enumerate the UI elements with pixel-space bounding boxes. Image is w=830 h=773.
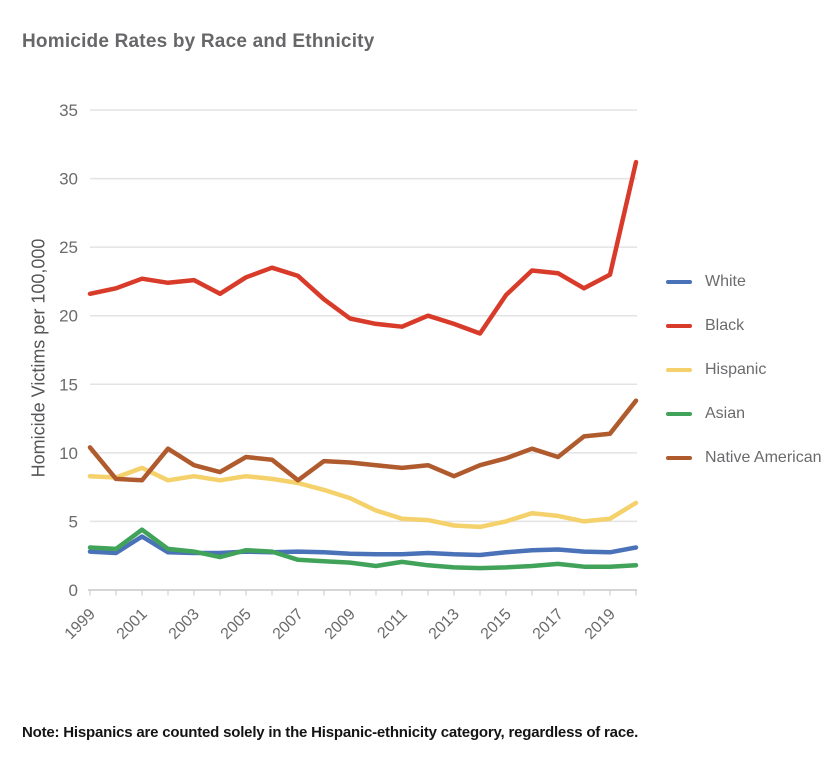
y-tick-label: 5 — [68, 512, 78, 532]
y-tick-label: 30 — [59, 169, 78, 189]
black-series-swatch — [666, 324, 692, 328]
footnote: Note: Hispanics are counted solely in the Hispanic-ethnicity category, regardless of race. — [22, 724, 639, 741]
x-tick-label: 2013 — [425, 605, 463, 643]
x-tick-label: 2009 — [321, 605, 359, 643]
legend-label: Native American — [705, 448, 822, 466]
y-tick-label: 25 — [59, 238, 78, 258]
legend-item-white — [666, 273, 822, 290]
y-tick-label: 15 — [59, 375, 78, 395]
x-tick-label: 2007 — [269, 605, 307, 643]
y-tick-label: 20 — [59, 306, 78, 326]
legend-item-hispanic — [666, 361, 822, 378]
legend-item-black — [666, 317, 822, 334]
hispanic-series-swatch — [666, 368, 692, 372]
y-tick-label: 10 — [59, 443, 78, 463]
x-tick-label: 1999 — [61, 605, 99, 643]
x-tick-label: 2011 — [374, 605, 411, 643]
native-american-series-swatch — [666, 456, 692, 460]
legend-item-native-american — [666, 449, 822, 466]
legend-label: Black — [705, 316, 745, 334]
white-series-line — [90, 537, 636, 556]
legend-label: Asian — [705, 404, 746, 422]
native-american-series-line — [90, 401, 636, 481]
x-tick-label: 2017 — [529, 605, 567, 643]
hispanic-series-line — [90, 468, 636, 527]
chart-legend — [666, 273, 822, 493]
y-tick-label: 35 — [59, 101, 78, 121]
legend-label: White — [705, 272, 746, 290]
legend-item-asian — [666, 405, 822, 422]
x-tick-label: 2015 — [477, 605, 515, 643]
legend-label: Hispanic — [705, 360, 767, 378]
y-axis-title: Homicide Victims per 100,000 — [28, 238, 49, 478]
x-tick-label: 2003 — [165, 605, 203, 643]
asian-series-swatch — [666, 412, 692, 416]
x-tick-label: 2001 — [113, 605, 151, 643]
x-tick-label: 2019 — [581, 605, 619, 643]
y-tick-label: 0 — [68, 581, 78, 600]
white-series-swatch — [666, 280, 692, 284]
page-title: Homicide Rates by Race and Ethnicity — [22, 30, 375, 52]
x-tick-label: 2005 — [217, 605, 255, 643]
